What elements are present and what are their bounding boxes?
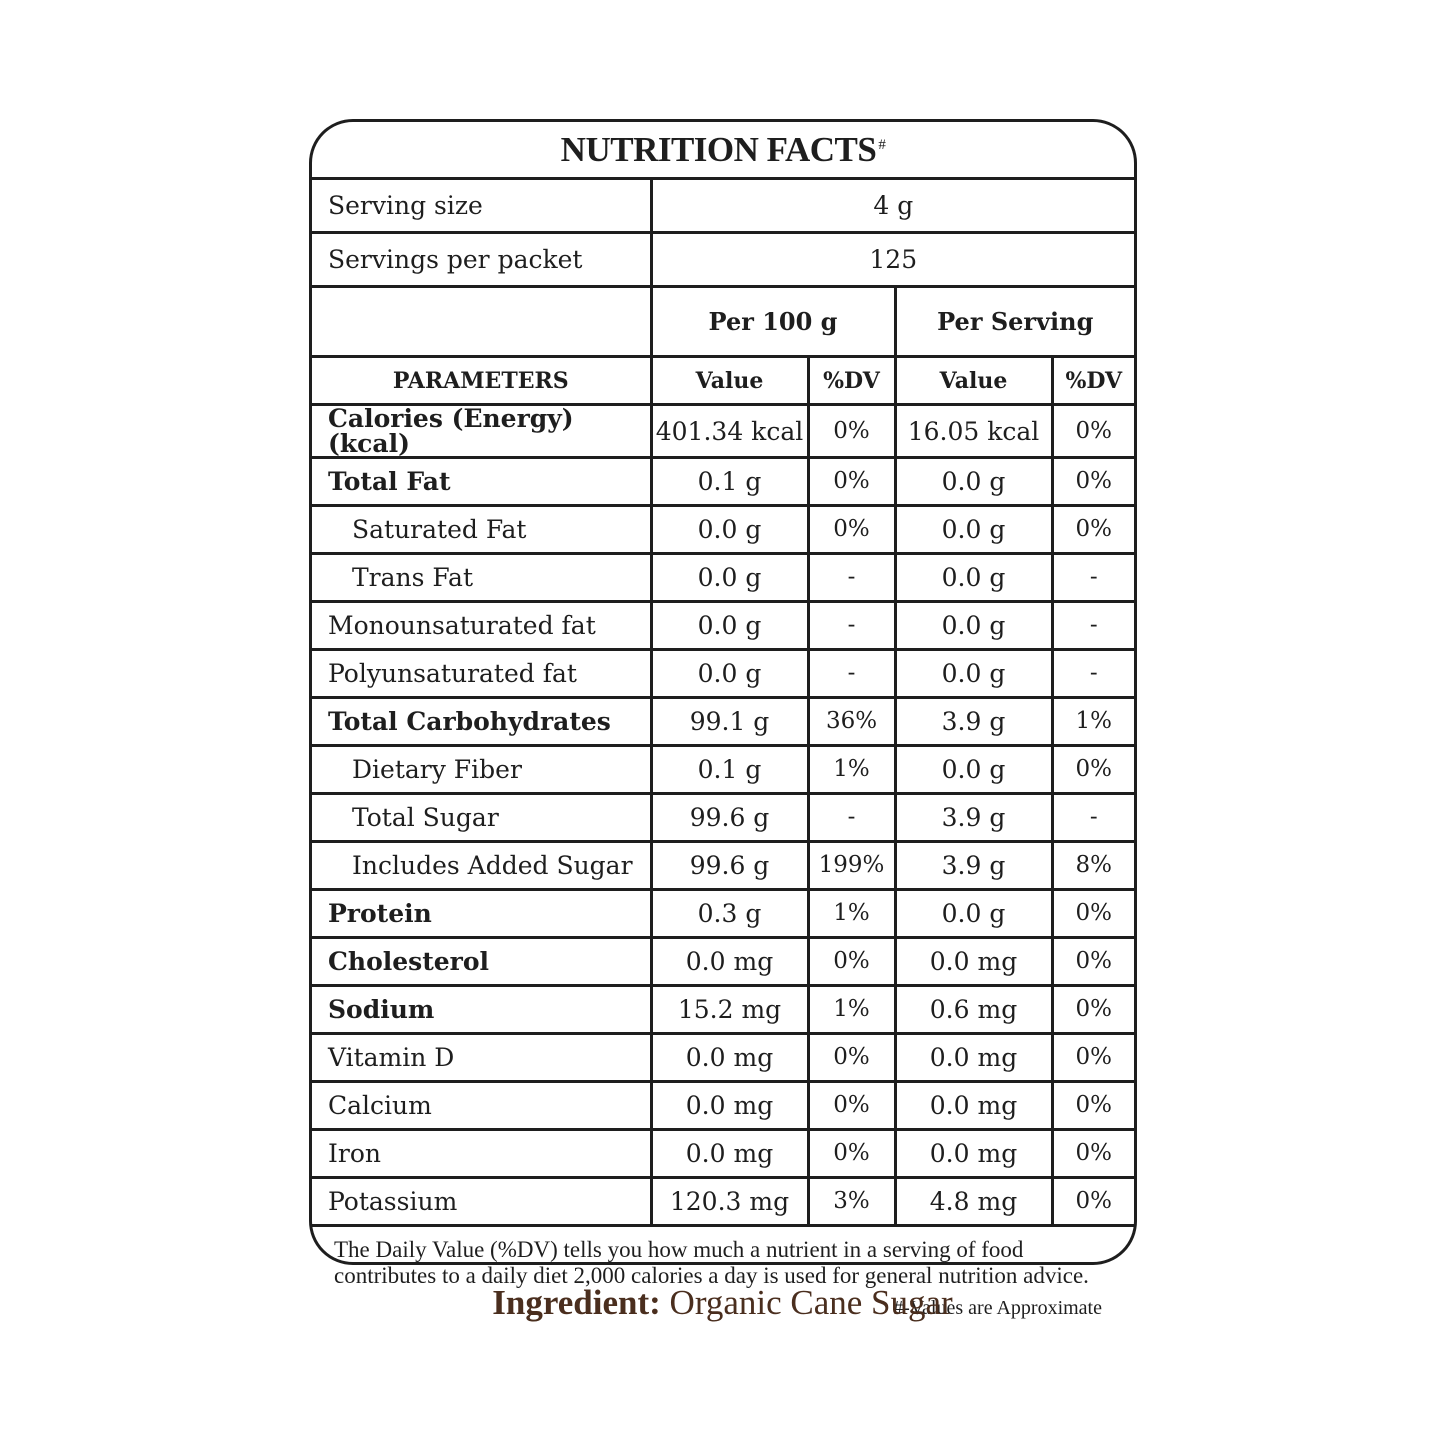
title-footnote-mark: # — [878, 137, 886, 153]
nutrient-row — [312, 650, 1134, 698]
dv-per-100g: 0% — [808, 405, 895, 458]
dv-per-100g: 0% — [808, 1130, 895, 1178]
dv-per-serving: 0% — [1052, 938, 1134, 986]
value-per-100g: 0.0 g — [651, 554, 808, 602]
dv-per-100g: 36% — [808, 698, 895, 746]
value-per-serving: 0.0 g — [895, 506, 1052, 554]
per-100g-header: Per 100 g — [651, 287, 895, 357]
value-per-serving: 16.05 kcal — [895, 405, 1052, 458]
value-100g-header: Value — [651, 357, 808, 405]
dv-per-serving: 0% — [1052, 506, 1134, 554]
dv-per-serving: - — [1052, 554, 1134, 602]
value-per-100g: 0.0 g — [651, 506, 808, 554]
dv-per-100g: 0% — [808, 458, 895, 506]
servings-per-packet-label: Servings per packet — [312, 233, 651, 287]
dv-per-100g: 0% — [808, 1082, 895, 1130]
nutrient-row — [312, 405, 1134, 458]
footnote-text: The Daily Value (%DV) tells you how much a nutrient in a serving of food contributes to a daily diet 2,000 calories a day is used for general nutrition advice. — [334, 1237, 1089, 1288]
value-per-serving: 0.0 mg — [895, 1130, 1052, 1178]
dv-per-100g: - — [808, 794, 895, 842]
nutrient-name: Polyunsaturated fat — [312, 650, 651, 698]
value-per-serving: 0.0 g — [895, 554, 1052, 602]
dv-per-100g: 1% — [808, 986, 895, 1034]
nutrient-name: Vitamin D — [312, 1034, 651, 1082]
group-header-row — [312, 287, 1134, 357]
nutrient-row — [312, 602, 1134, 650]
group-header-blank — [312, 287, 651, 357]
dv-per-100g: 1% — [808, 890, 895, 938]
dv-per-serving: 0% — [1052, 1130, 1134, 1178]
dv-per-serving: - — [1052, 602, 1134, 650]
nutrient-row — [312, 842, 1134, 890]
dv-100g-header: %DV — [808, 357, 895, 405]
value-per-100g: 401.34 kcal — [651, 405, 808, 458]
nutrient-name: Total Sugar — [312, 794, 651, 842]
nutrient-row — [312, 890, 1134, 938]
dv-per-serving: 0% — [1052, 746, 1134, 794]
value-per-serving: 0.0 g — [895, 458, 1052, 506]
column-header-row — [312, 357, 1134, 405]
dv-per-100g: 0% — [808, 938, 895, 986]
dv-per-100g: - — [808, 650, 895, 698]
value-per-100g: 0.0 mg — [651, 1082, 808, 1130]
servings-per-packet-row — [312, 233, 1134, 287]
serving-size-label: Serving size — [312, 180, 651, 233]
nutrient-row — [312, 698, 1134, 746]
serving-size-value: 4 g — [651, 180, 1134, 233]
value-per-serving: 0.6 mg — [895, 986, 1052, 1034]
dv-per-100g: 1% — [808, 746, 895, 794]
nutrient-name: Dietary Fiber — [312, 746, 651, 794]
value-per-serving: 0.0 mg — [895, 1082, 1052, 1130]
nutrient-row — [312, 506, 1134, 554]
value-per-100g: 0.1 g — [651, 746, 808, 794]
value-per-100g: 0.1 g — [651, 458, 808, 506]
nutrient-name: Total Carbohydrates — [312, 698, 651, 746]
dv-per-serving: 0% — [1052, 890, 1134, 938]
nutrient-row — [312, 986, 1134, 1034]
dv-per-serving: 0% — [1052, 1178, 1134, 1226]
value-per-serving: 0.0 mg — [895, 938, 1052, 986]
value-per-serving: 0.0 g — [895, 650, 1052, 698]
value-per-serving: 0.0 g — [895, 746, 1052, 794]
value-per-100g: 0.0 mg — [651, 1130, 808, 1178]
value-per-serving: 3.9 g — [895, 842, 1052, 890]
value-per-serving: 3.9 g — [895, 698, 1052, 746]
dv-per-100g: 3% — [808, 1178, 895, 1226]
nutrition-table — [312, 180, 1134, 1227]
dv-per-serving: 0% — [1052, 458, 1134, 506]
nutrient-name: Calories (Energy) (kcal) — [312, 405, 651, 458]
ingredient-label: Ingredient: — [492, 1283, 661, 1322]
nutrient-name: Sodium — [312, 986, 651, 1034]
nutrient-name: Includes Added Sugar — [312, 842, 651, 890]
dv-per-serving: 0% — [1052, 1034, 1134, 1082]
value-per-100g: 0.0 mg — [651, 1034, 808, 1082]
value-per-100g: 0.0 g — [651, 650, 808, 698]
nutrient-name: Potassium — [312, 1178, 651, 1226]
dv-per-100g: - — [808, 554, 895, 602]
nutrient-name: Trans Fat — [312, 554, 651, 602]
nutrient-name: Iron — [312, 1130, 651, 1178]
value-per-100g: 120.3 mg — [651, 1178, 808, 1226]
serving-size-row — [312, 180, 1134, 233]
dv-per-serving: 0% — [1052, 986, 1134, 1034]
ingredient-line — [0, 1283, 1445, 1323]
value-per-100g: 0.0 mg — [651, 938, 808, 986]
nutrient-name: Calcium — [312, 1082, 651, 1130]
value-per-serving: 0.0 mg — [895, 1034, 1052, 1082]
dv-per-100g: 0% — [808, 506, 895, 554]
nutrient-name: Total Fat — [312, 458, 651, 506]
parameters-header: PARAMETERS — [312, 357, 651, 405]
nutrient-name: Cholesterol — [312, 938, 651, 986]
nutrient-row — [312, 794, 1134, 842]
ingredient-value: Organic Cane Sugar — [669, 1283, 953, 1322]
dv-per-serving: 1% — [1052, 698, 1134, 746]
dv-per-100g: 0% — [808, 1034, 895, 1082]
nutrient-row — [312, 1178, 1134, 1226]
per-serving-header: Per Serving — [895, 287, 1134, 357]
dv-per-100g: - — [808, 602, 895, 650]
nutrient-name: Saturated Fat — [312, 506, 651, 554]
dv-per-serving: - — [1052, 650, 1134, 698]
nutrient-name: Monounsaturated fat — [312, 602, 651, 650]
value-per-100g: 99.6 g — [651, 842, 808, 890]
value-per-serving: 3.9 g — [895, 794, 1052, 842]
approximate-note: #-Values are Approximate — [893, 1297, 1102, 1319]
value-per-100g: 99.1 g — [651, 698, 808, 746]
value-serving-header: Value — [895, 357, 1052, 405]
value-per-serving: 0.0 g — [895, 602, 1052, 650]
nutrient-name: Protein — [312, 890, 651, 938]
value-per-100g: 0.0 g — [651, 602, 808, 650]
value-per-100g: 0.3 g — [651, 890, 808, 938]
value-per-100g: 15.2 mg — [651, 986, 808, 1034]
value-per-serving: 4.8 mg — [895, 1178, 1052, 1226]
nutrient-row — [312, 746, 1134, 794]
nutrition-title-row — [312, 122, 1134, 180]
nutrition-title: NUTRITION FACTS — [560, 129, 877, 169]
nutrient-row — [312, 938, 1134, 986]
servings-per-packet-value: 125 — [651, 233, 1134, 287]
value-per-serving: 0.0 g — [895, 890, 1052, 938]
dv-serving-header: %DV — [1052, 357, 1134, 405]
nutrient-row — [312, 458, 1134, 506]
nutrient-row — [312, 1034, 1134, 1082]
dv-per-serving: - — [1052, 794, 1134, 842]
dv-per-serving: 0% — [1052, 405, 1134, 458]
nutrient-row — [312, 1082, 1134, 1130]
nutrient-row — [312, 554, 1134, 602]
dv-per-serving: 8% — [1052, 842, 1134, 890]
dv-per-100g: 199% — [808, 842, 895, 890]
nutrient-row — [312, 1130, 1134, 1178]
dv-per-serving: 0% — [1052, 1082, 1134, 1130]
value-per-100g: 99.6 g — [651, 794, 808, 842]
